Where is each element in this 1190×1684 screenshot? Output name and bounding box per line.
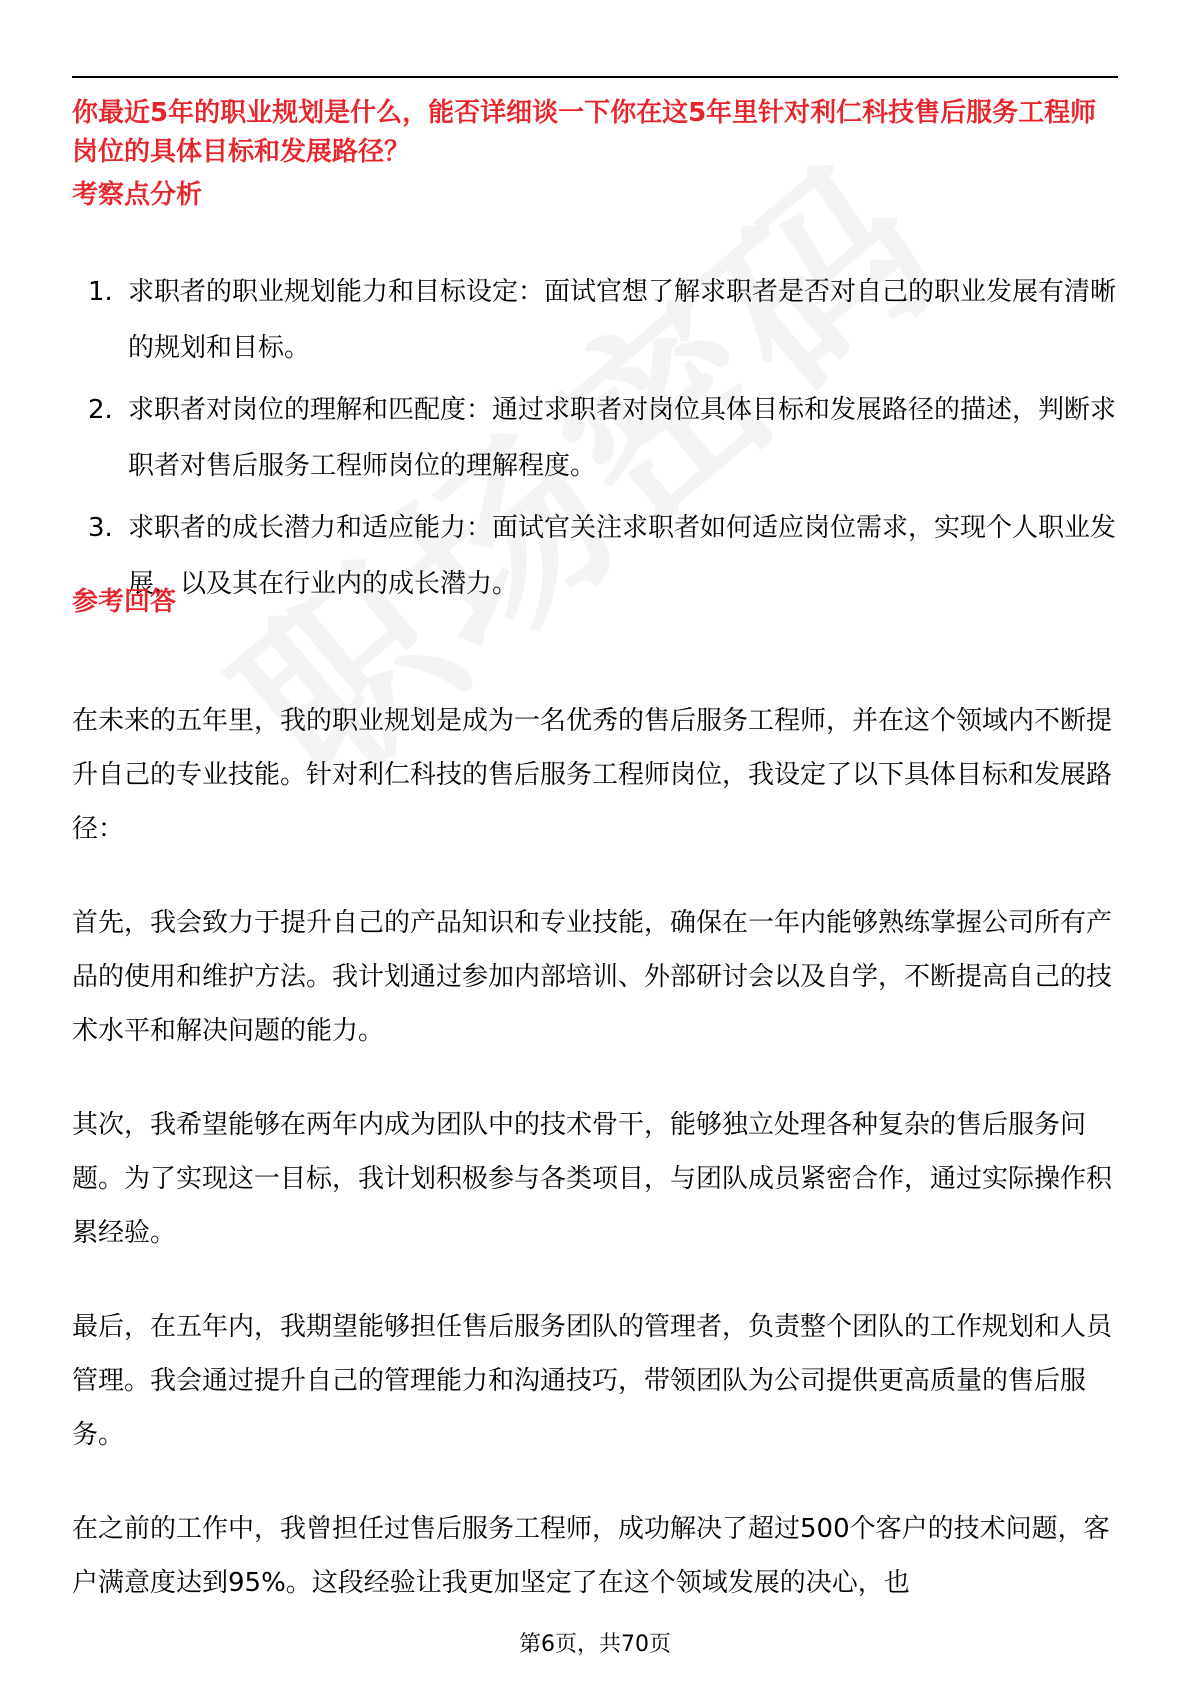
analysis-item-3 <box>72 500 1122 612</box>
answer-paragraph-3: 其次，我希望能够在两年内成为团队中的技术骨干，能够独立处理各种复杂的售后服务问题。为了实现这一目标，我计划积极参与各类项目，与团队成员紧密合作，通过实际操作积累经验。 <box>72 1110 1113 1248</box>
answer-paragraph-5: 在之前的工作中，我曾担任过售后服务工程师，成功解决了超过500个客户的技术问题，客户满意度达到95%。这段经验让我更加坚定了在这个领域发展的决心，也 <box>72 1514 1110 1598</box>
analysis-item-number: 3. <box>88 513 113 543</box>
answer-paragraph-1: 在未来的五年里，我的职业规划是成为一名优秀的售后服务工程师，并在这个领域内不断提升自己的专业技能。针对利仁科技的售后服务工程师岗位，我设定了以下具体目标和发展路径： <box>72 706 1113 844</box>
analysis-item-2 <box>72 382 1122 494</box>
answer-paragraph-2: 首先，我会致力于提升自己的产品知识和专业技能，确保在一年内能够熟练掌握公司所有产品的使用和维护方法。我计划通过参加内部培训、外部研讨会以及自学，不断提高自己的技术水平和解决问题的能力。 <box>72 908 1113 1046</box>
analysis-list <box>72 264 1122 618</box>
analysis-item-text: 求职者对岗位的理解和匹配度：通过求职者对岗位具体目标和发展路径的描述，判断求职者对售后服务工程师岗位的理解程度。 <box>128 395 1117 481</box>
analysis-item-text: 求职者的成长潜力和适应能力：面试官关注求职者如何适应岗位需求，实现个人职业发展，以及其在行业内的成长潜力。 <box>128 513 1117 599</box>
answer-section-title: 参考回答 <box>72 587 177 617</box>
question-heading: 你最近5年的职业规划是什么，能否详细谈一下你在这5年里针对利仁科技售后服务工程师岗位的具体目标和发展路径？ <box>72 98 1097 167</box>
analysis-section-title: 考察点分析 <box>72 180 203 210</box>
analysis-item-number: 2. <box>88 395 113 425</box>
analysis-item-number: 1. <box>88 277 113 307</box>
analysis-item-1 <box>72 264 1122 376</box>
top-divider <box>72 76 1118 78</box>
answer-paragraph-4: 最后，在五年内，我期望能够担任售后服务团队的管理者，负责整个团队的工作规划和人员管理。我会通过提升自己的管理能力和沟通技巧，带领团队为公司提供更高质量的售后服务。 <box>72 1312 1113 1450</box>
analysis-item-text: 求职者的职业规划能力和目标设定：面试官想了解求职者是否对自己的职业发展有清晰的规划和目标。 <box>128 277 1117 363</box>
answer-body <box>72 694 1122 1650</box>
page-footer: 第6页，共70页 <box>519 1632 671 1657</box>
